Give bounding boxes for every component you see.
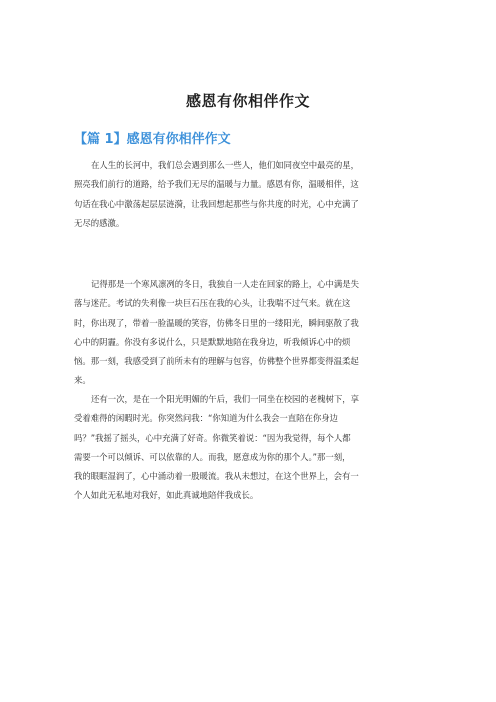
paragraph-3 (74, 390, 424, 506)
paragraph-1 (74, 156, 424, 233)
paragraph-line: 时，你出现了，带着一脸温暖的笑容，仿佛冬日里的一缕阳光，瞬间驱散了我 (74, 317, 359, 328)
paragraph-line: 来。 (74, 375, 91, 386)
paragraph-line: 无尽的感激。 (74, 217, 125, 228)
paragraph-line: 吗？”我摇了摇头，心中充满了好奇。你微笑着说：“因为我觉得，每个人都 (74, 432, 351, 443)
paragraph-2 (74, 275, 424, 391)
paragraph-line: 照亮我们前行的道路，给予我们无尽的温暖与力量。感恩有你，温暖相伴，这 (74, 179, 359, 190)
paragraph-line: 需要一个可以倾诉、可以依靠的人。而我，愿意成为你的那个人。”那一刻， (74, 451, 351, 462)
paragraph-line: 心中的阴霾。你没有多说什么，只是默默地陪在我身边，听我倾诉心中的烦 (74, 336, 351, 347)
paragraph-line: 落与迷茫。考试的失利像一块巨石压在我的心头，让我喘不过气来。就在这 (74, 298, 351, 309)
paragraph-line: 还有一次，是在一个阳光明媚的午后，我们一同坐在校园的老槐树下，享 (91, 394, 359, 404)
paragraph-line: 恼。那一刻，我感受到了前所未有的理解与包容，仿佛整个世界都变得温柔起 (74, 356, 359, 367)
paragraph-line: 记得那是一个寒风凛冽的冬日，我独自一人走在回家的路上，心中满是失 (91, 279, 359, 289)
document-title: 感恩有你相伴作文 (185, 92, 310, 110)
section-heading: 【篇 1】感恩有你相伴作文 (74, 132, 231, 147)
paragraph-line: 句话在我心中激荡起层层涟漪，让我回想起那些与你共度的时光，心中充满了 (74, 198, 359, 209)
paragraph-line: 个人如此无私地对我好，如此真诚地陪伴我成长。 (74, 490, 259, 501)
paragraph-line: 在人生的长河中，我们总会遇到那么一些人，他们如同夜空中最亮的星， (91, 160, 359, 170)
paragraph-line: 我的眼眶湿润了，心中涌动着一股暖流。我从未想过，在这个世界上，会有一 (74, 471, 359, 482)
paragraph-line: 受着难得的闲暇时光。你突然问我：“你知道为什么我会一直陪在你身边 (74, 413, 338, 424)
